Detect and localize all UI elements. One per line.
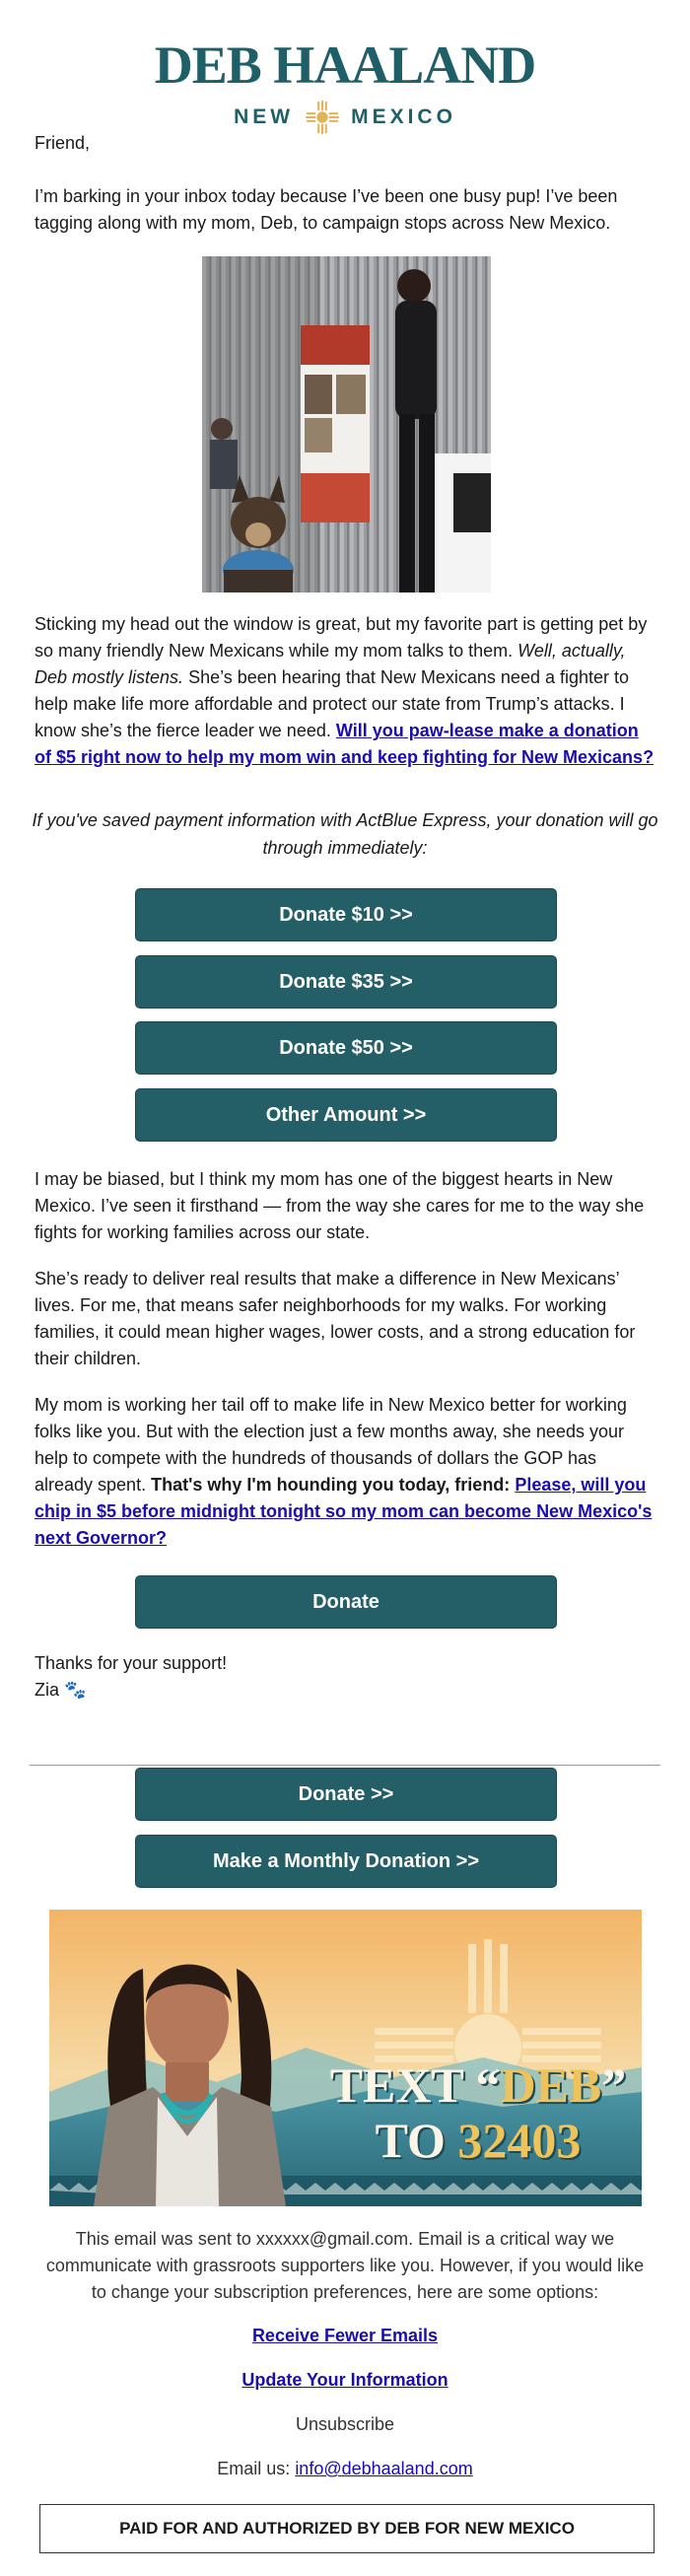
unsubscribe-link[interactable]: Unsubscribe [295,2414,395,2434]
logo-mexico: MEXICO [351,105,456,128]
donate-other-button[interactable]: Other Amount >> [135,1088,557,1142]
donate-link-secondary[interactable]: Please, will you chip in $5 before midnight tonight so my mom can become New Mexico's next Governor? [34,1475,653,1548]
p5-text-a: My mom is working her tail off to make life in New Mexico better for working folks like you. But with the election just a few months away, she needs your help to compete with the hundreds of thousands of dollars the GOP has already spent. [34,1395,627,1495]
paragraph-ask [34,611,656,771]
photo-illustration [202,256,491,592]
text-deb-banner[interactable] [49,1910,642,2206]
donate-button[interactable]: Donate [135,1575,557,1629]
footer-divider [30,1765,660,1766]
footer-donate-button[interactable]: Donate >> [135,1768,557,1821]
greeting: Friend, [34,133,91,153]
p5-bold: That's why I'm hounding you today, friend: [151,1475,516,1495]
banner-line2: TO 32403 [375,2113,582,2168]
paragraph-closing-ask [34,1392,656,1552]
donate-link-primary[interactable]: Will you paw-lease make a donation of $5 right now to help my mom win and keep fighting for New Mexicans? [34,721,655,767]
campaign-logo [0,37,690,136]
receive-fewer-emails-link[interactable]: Receive Fewer Emails [251,2326,439,2345]
campaign-photo [202,256,491,592]
logo-title: DEB HAALAND [154,35,536,95]
signature: Zia 🐾 [34,1680,87,1700]
donate-35-button[interactable]: Donate $35 >> [135,955,557,1009]
p2-text-a: Sticking my head out the window is great, but my favorite part is getting pet by so many friendly New Mexicans while my mom talks to them. [34,614,648,661]
monthly-donation-button[interactable]: Make a Monthly Donation >> [135,1835,557,1888]
p2-italic: Well, actually, Deb mostly listens. [34,641,626,687]
paragraph-heart: I may be biased, but I think my mom has one of the biggest hearts in New Mexico. I’ve seen it firsthand — from the way she cares for me to the way she fights for working families across our state. [34,1169,645,1242]
donate-10-button[interactable]: Donate $10 >> [135,888,557,941]
email-us-line [0,2459,690,2479]
actblue-express-note: If you've saved payment information with ActBlue Express, your donation will go through immediately: [32,810,658,858]
update-information-link[interactable]: Update Your Information [242,2370,448,2390]
email-us-label: Email us: [217,2459,296,2478]
contact-email-link[interactable]: info@debhaaland.com [295,2459,473,2478]
paid-for-disclaimer: PAID FOR AND AUTHORIZED BY DEB FOR NEW MEXICO [39,2504,655,2553]
footer-notice: This email was sent to xxxxxx@gmail.com. Email is a critical way we communicate with grassroots supporters like you. However, if you would like to change your subscription preferences, here are some options: [45,2229,645,2302]
thanks-line: Thanks for your support! [34,1653,228,1673]
banner-text [325,2057,631,2168]
logo-new: NEW [234,105,295,128]
donate-50-button[interactable]: Donate $50 >> [135,1021,557,1075]
p2-text-b: She’s been hearing that New Mexicans need a fighter to help make life more affordable and protect our state from Trump’s attacks. I know she’s the fierce leader we need. [34,667,630,740]
banner-line1: TEXT “DEB” [329,2057,627,2113]
paragraph-results: She’s ready to deliver real results that make a difference in New Mexicans’ lives. For me, that means safer neighborhoods for my walks. For working families, it could mean higher wages, lower costs, and a strong education for their children. [34,1269,636,1368]
paragraph-intro: I’m barking in your inbox today because I’ve been one busy pup! I’ve been tagging along with my mom, Deb, to campaign stops across New Mexico. [34,186,618,233]
